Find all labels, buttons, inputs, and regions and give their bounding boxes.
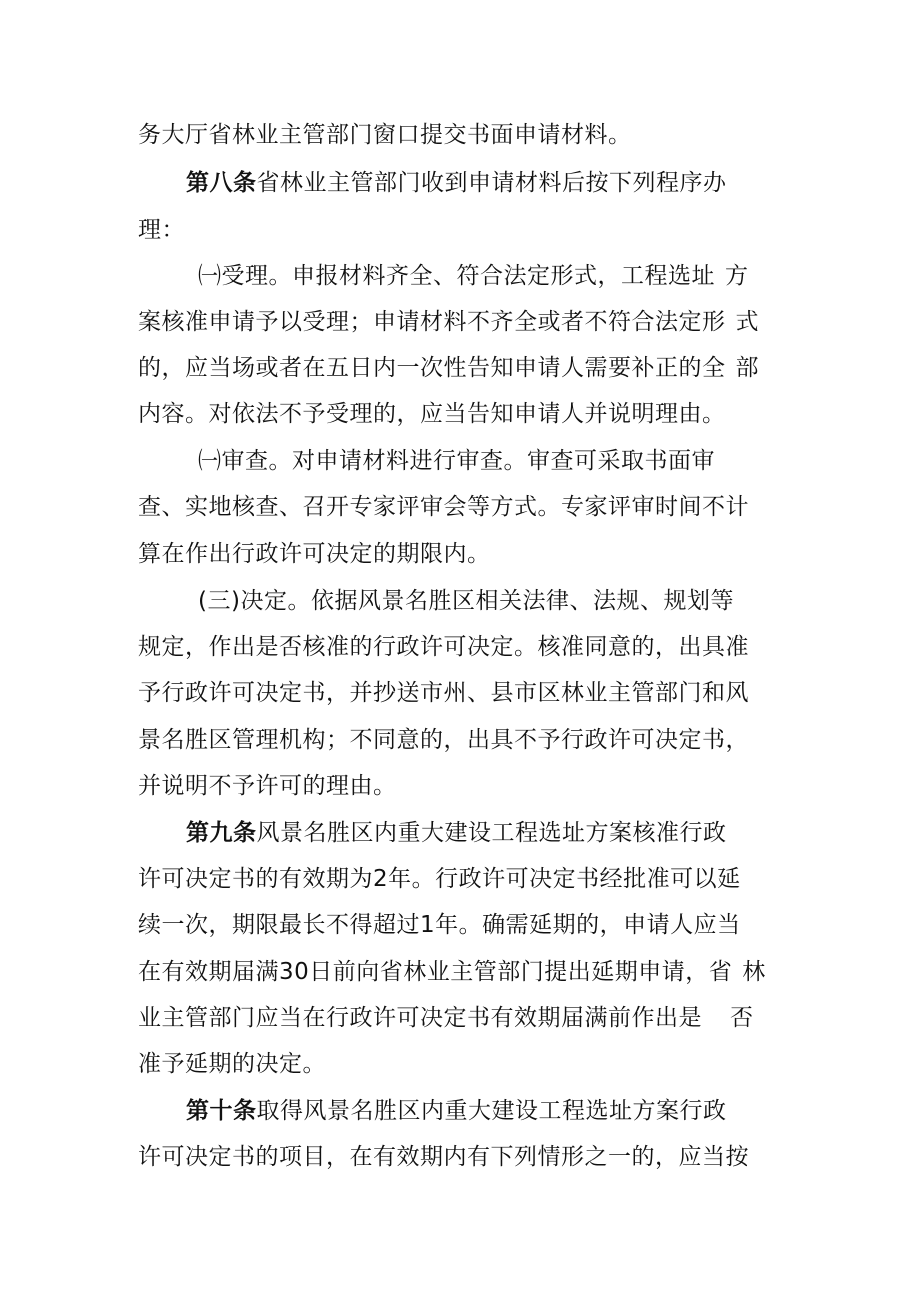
text-line [138,678,788,708]
text-line [138,120,788,150]
text-segment: 部 [735,355,759,381]
text-segment: 予行政许可决定书，并抄送市州、县市区林业主管部门和风 [138,680,749,706]
text-segment: 准予延期的决定。 [138,1051,326,1077]
article-10-line [186,1096,836,1126]
text-line [138,957,788,987]
text-line [138,353,788,383]
article-heading: 第八条 [186,170,257,196]
text-line [138,1003,788,1033]
text-line [138,910,788,940]
text-segment: 取得风景名胜区内重大建设工程选址方案行政 [256,1098,727,1124]
text-line [138,771,788,801]
text-segment: 务大厅省林业主管部门窗口提交书面申请材料。 [138,122,632,148]
article-heading: 第十条 [186,1098,257,1124]
text-segment: 续一次，期限最长不得超过1年。确需延期的，申请人应当 [138,912,741,938]
text-segment: 景名胜区管理机构；不同意的，出具不予行政许可决定书， [138,727,749,753]
text-line [198,586,848,616]
text-segment: 风景名胜区内重大建设工程选址方案核准行政 [256,820,727,846]
article-8-line [186,168,836,198]
text-line [138,215,788,245]
text-segment: 并说明不予许可的理由。 [138,773,397,799]
text-line [138,492,788,522]
text-segment: 理： [138,217,185,243]
text-segment: 省林业主管部门收到申请材料后按下列程序办 [256,170,727,196]
text-segment: 查、实地核查、召开专家评审会等方式。专家评审时间不计 [138,494,749,520]
text-line [138,864,788,894]
article-heading: 第九条 [186,820,257,846]
text-line [138,399,788,429]
text-segment: 在有效期届满30日前向省林业主管部门提出延期申请，省 [138,959,733,985]
text-segment: 许可决定书的有效期为2年。行政许可决定书经批准可以延 [138,866,741,892]
text-segment: 式 [735,309,759,335]
text-segment: 林 [742,959,766,985]
article-9-line [186,818,836,848]
text-segment: 否 [730,1005,754,1031]
text-line [198,261,848,291]
text-line [138,725,788,755]
text-segment: (三)决定。依据风景名胜区相关法律、法规、规划等 [198,588,734,614]
text-segment: 算在作出行政许可决定的期限内。 [138,541,491,567]
text-line [198,446,848,476]
text-segment: 许可决定书的项目，在有效期内有下列情形之一的，应当按 [138,1144,749,1170]
text-line [138,1049,788,1079]
text-segment: ㈠受理。申报材料齐全、符合法定形式，工程选址 [198,263,715,289]
text-segment: 规定，作出是否核准的行政许可决定。核准同意的，出具准 [138,634,749,660]
text-line [138,632,788,662]
text-line [138,1142,788,1172]
text-segment: 案核准申请予以受理；申请材料不齐全或者不符合法定形 [138,309,726,335]
text-line [138,307,788,337]
text-segment: 业主管部门应当在行政许可决定书有效期届满前作出是 [138,1005,702,1031]
text-segment: ㈠审查。对申请材料进行审查。审查可采取书面审 [198,448,715,474]
text-segment: 的，应当场或者在五日内一次性告知申请人需要补正的全 [138,355,726,381]
text-line [138,539,788,569]
text-segment: 方 [725,263,749,289]
text-segment: 内容。对依法不予受理的，应当告知申请人并说明理由。 [138,401,726,427]
